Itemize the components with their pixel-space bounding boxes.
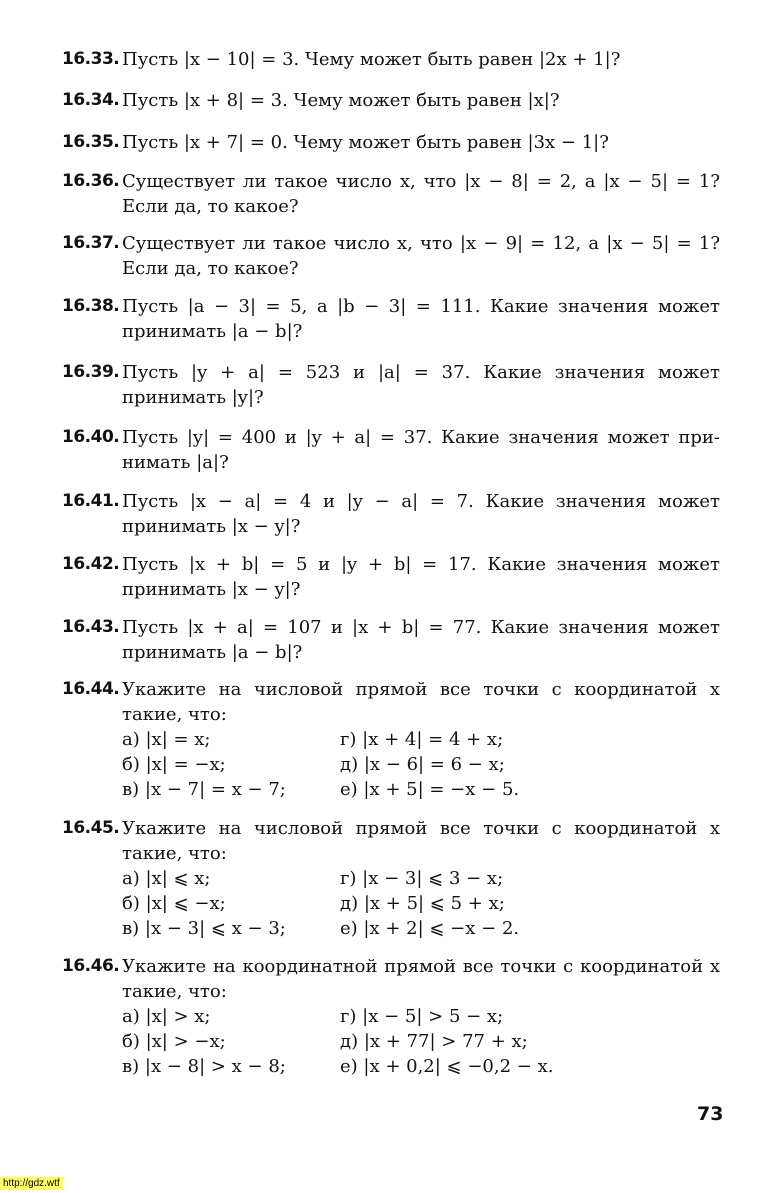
problem-text-line: Пусть |a − 3| = 5, а |b − 3| = 111. Какие значения может: [122, 296, 720, 317]
problem-option: г) |x + 4| = 4 + x;: [340, 729, 504, 750]
problem-option: б) |x| = −x;: [122, 754, 226, 775]
problem-text-line: Пусть |y| = 400 и |y + a| = 37. Какие значения может при-: [122, 427, 720, 448]
problem-number: 16.46.: [62, 956, 120, 976]
problem-16-42: [62, 552, 720, 602]
problem-text-line: такие, что:: [122, 843, 227, 864]
problem-text-line: принимать |a − b|?: [122, 321, 303, 342]
problem-text-line: принимать |x − y|?: [122, 579, 301, 600]
problem-text-line: такие, что:: [122, 981, 227, 1002]
page-number: 73: [697, 1103, 724, 1125]
problem-text-line: Пусть |x + 7| = 0. Чему может быть равен |3x − 1|?: [122, 132, 609, 153]
problem-text-line: Укажите на координатной прямой все точки с координатой x: [122, 956, 720, 977]
problem-text-line: нимать |a|?: [122, 452, 229, 473]
problem-16-34: [62, 88, 720, 113]
problem-text-line: Пусть |x − a| = 4 и |y − a| = 7. Какие значения может: [122, 491, 720, 512]
problem-number: 16.36.: [62, 171, 120, 191]
problem-text-line: принимать |y|?: [122, 387, 264, 408]
problem-text-line: такие, что:: [122, 704, 227, 725]
problem-text-line: Существует ли такое число x, что |x − 9| = 12, а |x − 5| = 1?: [122, 233, 720, 254]
problem-16-38: [62, 294, 720, 344]
problem-option: д) |x + 77| > 77 + x;: [340, 1031, 528, 1052]
problem-number: 16.37.: [62, 233, 120, 253]
problem-16-33: [62, 47, 720, 72]
problem-text-line: Существует ли такое число x, что |x − 8| = 2, а |x − 5| = 1?: [122, 171, 720, 192]
problem-text-line: Пусть |x − 10| = 3. Чему может быть равен |2x + 1|?: [122, 49, 621, 70]
problem-text-line: Укажите на числовой прямой все точки с координатой x: [122, 818, 720, 839]
problem-number: 16.39.: [62, 362, 120, 382]
problem-16-39: [62, 360, 720, 410]
problem-option: в) |x − 8| > x − 8;: [122, 1056, 286, 1077]
problem-option: б) |x| > −x;: [122, 1031, 226, 1052]
problem-option: е) |x + 5| = −x − 5.: [340, 779, 520, 800]
problem-16-36: [62, 169, 720, 219]
problem-option: е) |x + 2| ⩽ −x − 2.: [340, 918, 520, 939]
problem-number: 16.35.: [62, 132, 120, 152]
problem-text-line: Если да, то какое?: [122, 258, 299, 279]
problem-option: а) |x| ⩽ x;: [122, 868, 211, 889]
problem-number: 16.45.: [62, 818, 120, 838]
problem-text-line: Укажите на числовой прямой все точки с координатой x: [122, 679, 720, 700]
watermark-link[interactable]: http://gdz.wtf: [0, 1177, 63, 1190]
problem-option: д) |x − 6| = 6 − x;: [340, 754, 505, 775]
problem-number: 16.33.: [62, 49, 120, 69]
problem-number: 16.34.: [62, 90, 120, 110]
problem-options: [122, 866, 720, 941]
problem-16-43: [62, 615, 720, 665]
problem-option: а) |x| = x;: [122, 729, 211, 750]
problem-16-41: [62, 489, 720, 539]
problem-16-45: [62, 816, 720, 941]
problem-option: б) |x| ⩽ −x;: [122, 893, 226, 914]
problem-number: 16.40.: [62, 427, 120, 447]
problem-text-line: Пусть |x + 8| = 3. Чему может быть равен |x|?: [122, 90, 560, 111]
problem-option: в) |x − 3| ⩽ x − 3;: [122, 918, 286, 939]
problem-16-40: [62, 425, 720, 475]
problem-text-line: Если да, то какое?: [122, 196, 299, 217]
problem-16-37: [62, 231, 720, 281]
problem-option: а) |x| > x;: [122, 1006, 211, 1027]
problem-options: [122, 1004, 720, 1079]
problem-16-35: [62, 130, 720, 155]
problem-number: 16.41.: [62, 491, 120, 511]
problem-number: 16.38.: [62, 296, 120, 316]
problem-number: 16.44.: [62, 679, 120, 699]
problem-16-46: [62, 954, 720, 1079]
problem-text-line: Пусть |y + a| = 523 и |a| = 37. Какие значения может: [122, 362, 720, 383]
problem-text-line: принимать |a − b|?: [122, 642, 303, 663]
problem-text-line: Пусть |x + a| = 107 и |x + b| = 77. Какие значения может: [122, 617, 720, 638]
problem-option: е) |x + 0,2| ⩽ −0,2 − x.: [340, 1056, 554, 1077]
problem-option: д) |x + 5| ⩽ 5 + x;: [340, 893, 505, 914]
problem-option: г) |x − 5| > 5 − x;: [340, 1006, 504, 1027]
problem-number: 16.42.: [62, 554, 120, 574]
problem-option: г) |x − 3| ⩽ 3 − x;: [340, 868, 504, 889]
problem-option: в) |x − 7| = x − 7;: [122, 779, 286, 800]
problem-text-line: принимать |x − y|?: [122, 516, 301, 537]
problem-16-44: [62, 677, 720, 802]
problem-number: 16.43.: [62, 617, 120, 637]
problem-options: [122, 727, 720, 802]
problem-text-line: Пусть |x + b| = 5 и |y + b| = 17. Какие значения может: [122, 554, 720, 575]
